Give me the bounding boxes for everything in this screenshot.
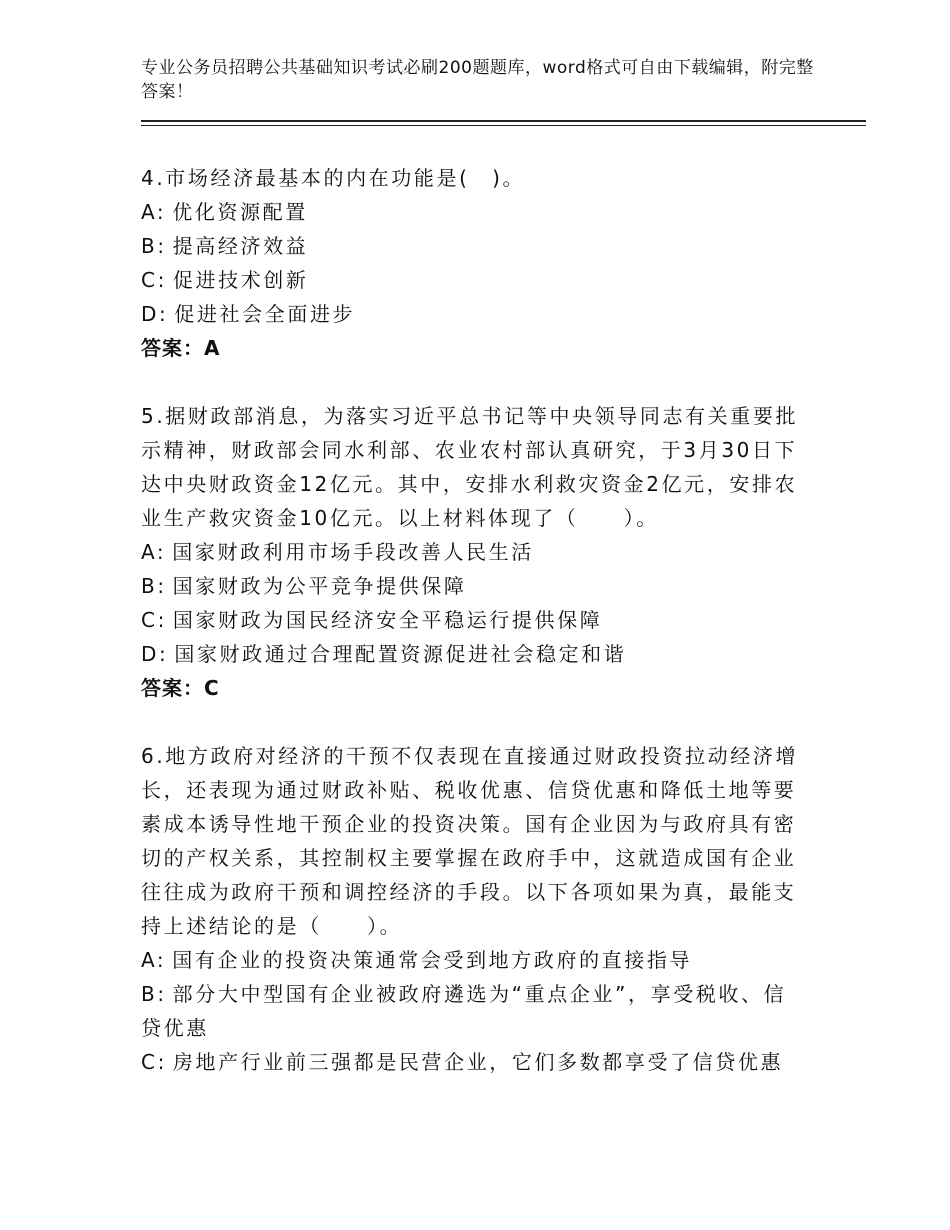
option-text: 国家财政为国民经济安全平稳运行提供保障 — [172, 608, 603, 632]
option-text: 国家财政通过合理配置资源促进社会稳定和谐 — [174, 642, 627, 666]
option-key: C: — [141, 268, 167, 292]
option-key: D: — [141, 642, 169, 666]
option-text: 国家财政利用市场手段改善人民生活 — [172, 540, 534, 564]
option-b — [141, 229, 806, 263]
option-key: B: — [141, 982, 167, 1006]
option-key: A: — [141, 200, 167, 224]
header-divider-thin — [141, 125, 866, 126]
question-5 — [141, 399, 806, 705]
option-key: C: — [141, 608, 167, 632]
option-text: 提高经济效益 — [172, 234, 309, 258]
document-header: 专业公务员招聘公共基础知识考试必刷200题题库，word格式可自由下载编辑，附完整答案！ — [141, 58, 814, 102]
option-key: B: — [141, 574, 167, 598]
option-c — [141, 263, 806, 297]
option-c — [141, 603, 806, 637]
option-b — [141, 569, 806, 603]
option-key: A: — [141, 540, 167, 564]
question-4 — [141, 161, 806, 365]
question-stem: 5.据财政部消息，为落实习近平总书记等中央领导同志有关重要批示精神，财政部会同水利部、农业农村部认真研究，于3月30日下达中央财政资金12亿元。其中，安排水利救灾资金2亿元，安排农业生产救灾资金10亿元。以上材料体现了（ ）。 — [141, 404, 799, 530]
option-text: 优化资源配置 — [172, 200, 308, 224]
option-text: 促进社会全面进步 — [174, 302, 356, 326]
question-stem: 6.地方政府对经济的干预不仅表现在直接通过财政投资拉动经济增长，还表现为通过财政补贴、税收优惠、信贷优惠和降低土地等要素成本诱导性地干预企业的投资决策。国有企业因为与政府具有密切的产权关系，其控制权主要掌握在政府手中，这就造成国有企业往往成为政府干预和调控经济的手段。以下各项如果为真，最能支持上述结论的是（ ）。 — [141, 744, 799, 938]
question-stem: 4.市场经济最基本的内在功能是( )。 — [141, 166, 526, 190]
option-a — [141, 535, 806, 569]
option-key: D: — [141, 302, 169, 326]
option-key: A: — [141, 948, 167, 972]
question-6 — [141, 739, 806, 1079]
option-text: 国有企业的投资决策通常会受到地方政府的直接指导 — [172, 948, 693, 972]
option-text: 房地产行业前三强都是民营企业，它们多数都享受了信贷优惠 — [172, 1050, 784, 1074]
option-a — [141, 195, 806, 229]
answer-line: 答案：A — [141, 336, 221, 360]
option-b — [141, 977, 806, 1045]
option-text: 部分大中型国有企业被政府遴选为“重点企业”，享受税收、信贷优惠 — [141, 982, 787, 1040]
header-divider-thick — [141, 120, 866, 122]
option-key: C: — [141, 1050, 167, 1074]
option-d — [141, 297, 806, 331]
option-key: B: — [141, 234, 167, 258]
answer-line: 答案：C — [141, 676, 220, 700]
option-c — [141, 1045, 806, 1079]
option-d — [141, 637, 806, 671]
option-text: 国家财政为公平竞争提供保障 — [172, 574, 467, 598]
option-a — [141, 943, 806, 977]
option-text: 促进技术创新 — [172, 268, 309, 292]
